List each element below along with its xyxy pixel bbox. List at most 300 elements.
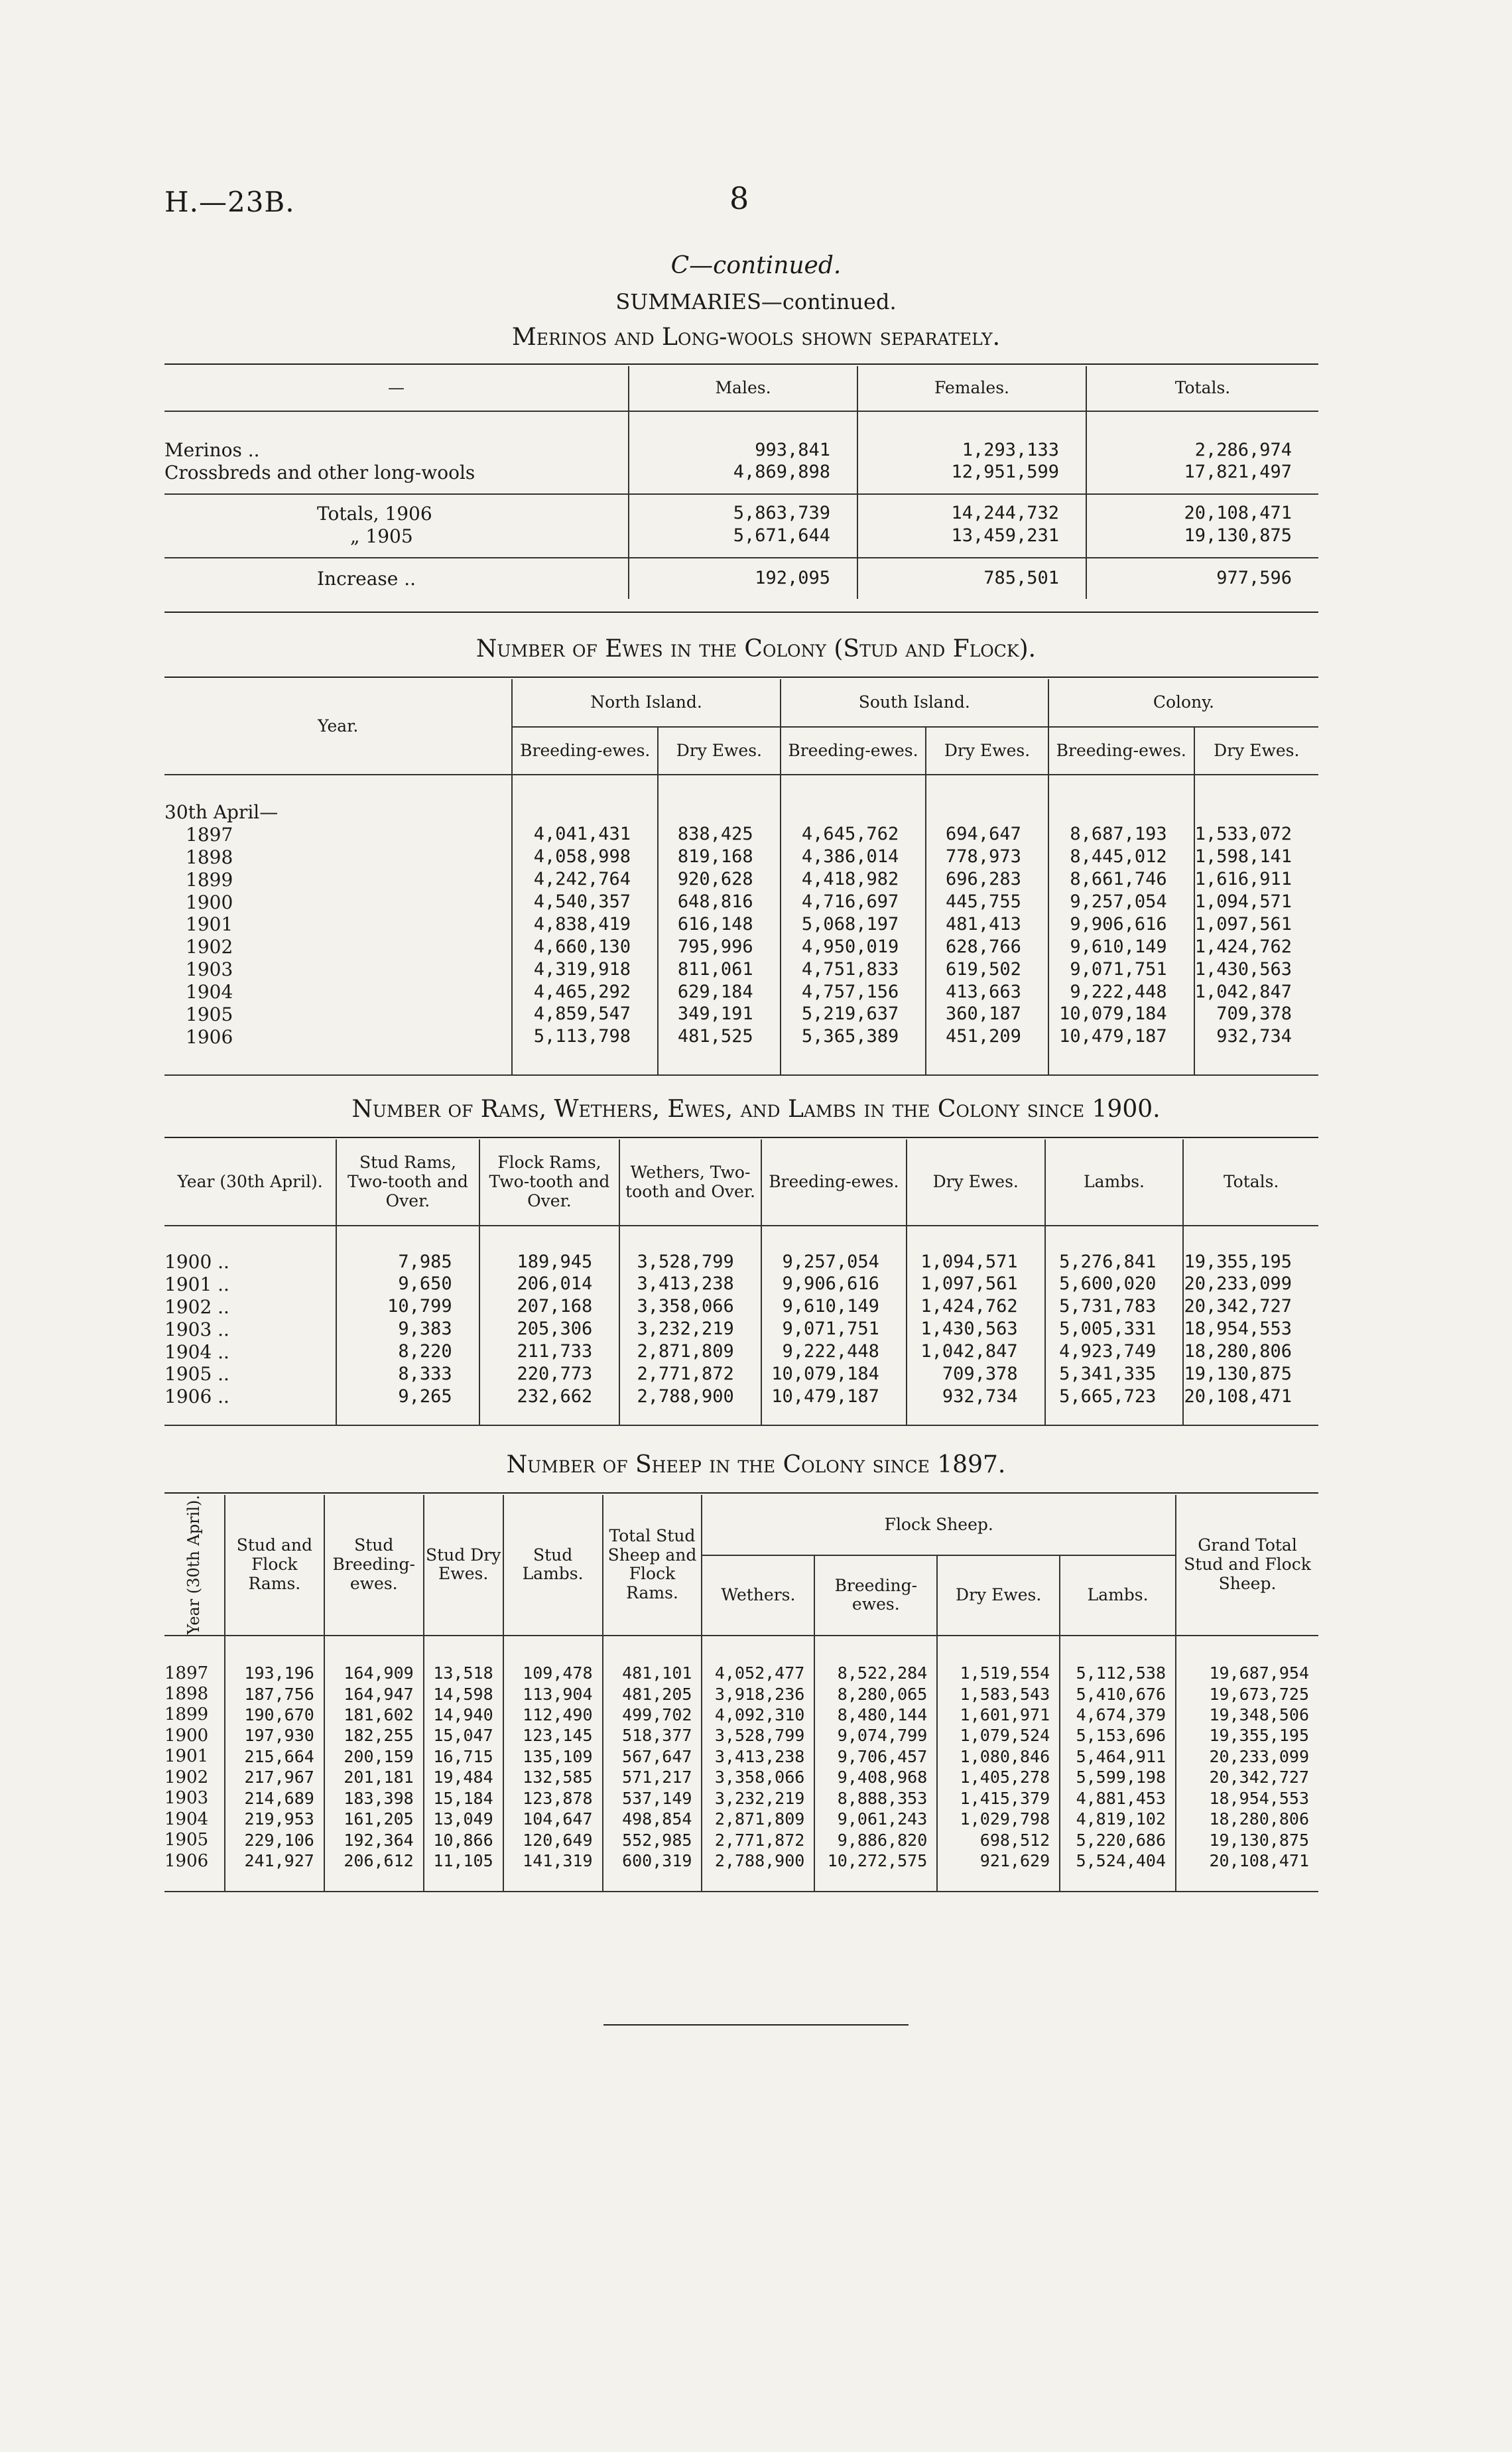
year-cell: 1906 (164, 1850, 209, 1871)
table-cell: 1,533,072 (1194, 824, 1318, 846)
table-cell: 552,985 (603, 1830, 702, 1850)
report-reference: H.—23B. (164, 186, 295, 218)
rams-header: Lambs. (1045, 1139, 1184, 1226)
ewes-rows (164, 824, 1318, 1049)
table-cell: 4,418,982 (781, 869, 926, 891)
table-cell: 229,106 (225, 1830, 324, 1850)
cell: 1,293,133 (857, 439, 1086, 462)
table-cell: 481,205 (603, 1684, 702, 1705)
table-cell: 9,222,448 (761, 1341, 907, 1364)
table-cell: 4,923,749 (1045, 1341, 1184, 1364)
table-cell: 4,660,130 (512, 936, 658, 958)
ewes-subheader: Dry Ewes. (1194, 727, 1318, 775)
table-cell: 9,383 (336, 1319, 479, 1341)
table-cell: 14,598 (424, 1684, 503, 1705)
year-cell: 1901 (164, 1746, 209, 1767)
table-cell: 9,610,149 (1048, 936, 1194, 958)
table-cell: 10,479,187 (761, 1386, 907, 1408)
table-cell: 189,945 (479, 1251, 620, 1273)
table-cell: 5,276,841 (1045, 1251, 1184, 1273)
table-row (164, 1830, 1318, 1850)
sheep-table-title: Number of Sheep in the Colony since 1897. (506, 1451, 1006, 1478)
table-cell: 205,306 (479, 1319, 620, 1341)
table-row (164, 1663, 1318, 1684)
table1-header-totals: Totals. (1086, 366, 1318, 411)
rams-header: Stud Rams, Two-tooth and Over. (336, 1139, 479, 1226)
table-cell: 113,904 (503, 1684, 603, 1705)
table-cell: 8,333 (336, 1363, 479, 1386)
table3-top-rule (164, 1137, 1318, 1138)
table-row (164, 525, 1318, 558)
table-cell: 9,222,448 (1048, 981, 1194, 1003)
table1-header-blank: — (388, 378, 405, 398)
rams-table-title: Number of Rams, Wethers, Ewes, and Lambs in the Colony since 1900. (351, 1096, 1161, 1123)
table-cell: 4,052,477 (702, 1663, 814, 1684)
year-cell: 1904 .. (164, 1340, 229, 1363)
table-cell: 15,184 (424, 1788, 503, 1809)
table-cell: 628,766 (926, 936, 1048, 958)
table-cell: 2,788,900 (619, 1386, 761, 1408)
table-cell: 4,674,379 (1060, 1705, 1176, 1725)
table-cell: 1,430,563 (907, 1319, 1045, 1341)
ewes-date-label: 30th April— (164, 801, 279, 823)
table-cell: 211,733 (479, 1341, 620, 1364)
table-cell: 4,465,292 (512, 981, 658, 1003)
table-row (164, 824, 1318, 846)
table-cell: 10,272,575 (814, 1851, 937, 1872)
table-cell: 14,940 (424, 1705, 503, 1725)
cell: 993,841 (629, 439, 857, 462)
table-cell: 19,130,875 (1176, 1830, 1318, 1850)
table-cell: 3,918,236 (702, 1684, 814, 1705)
table-cell: 4,819,102 (1060, 1809, 1176, 1830)
table-row (164, 1341, 1318, 1364)
table-cell: 819,168 (658, 846, 781, 869)
table-cell: 182,255 (324, 1726, 424, 1746)
table-cell: 932,734 (907, 1386, 1045, 1408)
row-label: „ 1905 (350, 525, 413, 547)
table-cell: 481,525 (658, 1026, 781, 1049)
table-cell: 20,108,471 (1183, 1386, 1318, 1408)
table-cell: 3,528,799 (702, 1726, 814, 1746)
table-cell: 164,947 (324, 1684, 424, 1705)
table-cell: 5,112,538 (1060, 1663, 1176, 1684)
page-number: 8 (729, 180, 749, 216)
sheep-header: Stud Dry Ewes. (424, 1495, 503, 1636)
table-row (164, 1788, 1318, 1809)
table-row (164, 1296, 1318, 1319)
table-cell: 451,209 (926, 1026, 1048, 1049)
table-row (164, 558, 1318, 600)
table-cell: 600,319 (603, 1851, 702, 1872)
table-cell: 4,386,014 (781, 846, 926, 869)
cell: 5,671,644 (629, 525, 857, 558)
table-cell: 648,816 (658, 891, 781, 914)
table-cell: 9,071,751 (1048, 958, 1194, 981)
sheep-rows (164, 1663, 1318, 1872)
table-cell: 8,280,065 (814, 1684, 937, 1705)
table-cell: 19,355,195 (1183, 1251, 1318, 1273)
table-cell: 3,413,238 (619, 1273, 761, 1296)
table-cell: 5,153,696 (1060, 1726, 1176, 1746)
table-row (164, 1809, 1318, 1830)
flock-subheader: Lambs. (1060, 1555, 1176, 1635)
table-cell: 18,954,553 (1176, 1788, 1318, 1809)
table-cell: 838,425 (658, 824, 781, 846)
cell: 5,863,739 (629, 494, 857, 525)
year-cell: 1900 (186, 891, 233, 913)
table-cell: 10,479,187 (1048, 1026, 1194, 1049)
table-cell: 214,689 (225, 1788, 324, 1809)
table-cell: 3,232,219 (702, 1788, 814, 1809)
sheep-header: Total Stud Sheep and Flock Rams. (603, 1495, 702, 1636)
table-cell: 1,583,543 (937, 1684, 1060, 1705)
table-cell: 123,145 (503, 1726, 603, 1746)
table-cell: 499,702 (603, 1705, 702, 1725)
table-row (164, 913, 1318, 936)
table-cell: 20,233,099 (1183, 1273, 1318, 1296)
table-cell: 18,954,553 (1183, 1319, 1318, 1341)
table-cell: 207,168 (479, 1296, 620, 1319)
sheep-flock-group: Flock Sheep. (702, 1495, 1176, 1555)
year-cell: 1897 (164, 1663, 209, 1683)
table-cell: 9,906,616 (761, 1273, 907, 1296)
table-cell: 5,341,335 (1045, 1363, 1184, 1386)
table-cell: 104,647 (503, 1809, 603, 1830)
year-cell: 1902 .. (164, 1295, 229, 1318)
table-cell: 932,734 (1194, 1026, 1318, 1049)
table-cell: 219,953 (225, 1809, 324, 1830)
table-cell: 629,184 (658, 981, 781, 1003)
flock-subheader: Breeding-ewes. (814, 1555, 937, 1635)
table-cell: 201,181 (324, 1768, 424, 1788)
rams-header: Wethers, Two-tooth and Over. (619, 1139, 761, 1226)
table1-top-rule (164, 363, 1318, 365)
table-cell: 4,859,547 (512, 1003, 658, 1026)
table-cell: 161,205 (324, 1809, 424, 1830)
table-cell: 616,148 (658, 913, 781, 936)
year-cell: 1905 (164, 1830, 209, 1850)
table-cell: 9,886,820 (814, 1830, 937, 1850)
table-cell: 4,716,697 (781, 891, 926, 914)
table-cell: 698,512 (937, 1830, 1060, 1850)
year-cell: 1900 (164, 1725, 209, 1746)
table-cell: 8,445,012 (1048, 846, 1194, 869)
cell: 785,501 (857, 558, 1086, 600)
ewes-subheader: Breeding-ewes. (781, 727, 926, 775)
table-cell: 4,881,453 (1060, 1788, 1176, 1809)
year-cell: 1900 .. (164, 1251, 229, 1273)
table-cell: 1,415,379 (937, 1788, 1060, 1809)
cell: 192,095 (629, 558, 857, 600)
section-continued: C—continued. (670, 252, 842, 279)
table-cell: 183,398 (324, 1788, 424, 1809)
table-cell: 20,342,727 (1183, 1296, 1318, 1319)
table-cell: 187,756 (225, 1684, 324, 1705)
table-cell: 3,232,219 (619, 1319, 761, 1341)
table-cell: 190,670 (225, 1705, 324, 1725)
table-cell: 1,424,762 (907, 1296, 1045, 1319)
table-row (164, 439, 1318, 462)
table-cell: 181,602 (324, 1705, 424, 1725)
table-cell: 13,518 (424, 1663, 503, 1684)
rams-header: Year (30th April). (177, 1172, 323, 1192)
cell: 17,821,497 (1086, 462, 1318, 494)
sheep-grand-header: Grand Total Stud and Flock Sheep. (1176, 1495, 1318, 1636)
table-cell: 481,101 (603, 1663, 702, 1684)
table-cell: 4,757,156 (781, 981, 926, 1003)
row-label: Increase .. (317, 567, 416, 590)
year-cell: 1906 .. (164, 1386, 229, 1408)
table-row (164, 1684, 1318, 1705)
year-cell: 1903 (186, 958, 233, 981)
year-cell: 1898 (164, 1683, 209, 1704)
table-row (164, 1251, 1318, 1273)
table-cell: 3,358,066 (619, 1296, 761, 1319)
table-cell: 5,113,798 (512, 1026, 658, 1049)
year-cell: 1904 (164, 1809, 209, 1829)
rams-header: Totals. (1183, 1139, 1318, 1226)
table-cell: 19,130,875 (1183, 1363, 1318, 1386)
table2-top-rule (164, 677, 1318, 678)
table-cell: 19,687,954 (1176, 1663, 1318, 1684)
table-cell: 7,985 (336, 1251, 479, 1273)
table-row (164, 1319, 1318, 1341)
flock-subheader: Wethers. (702, 1555, 814, 1635)
table-cell: 481,413 (926, 913, 1048, 936)
table-cell: 696,283 (926, 869, 1048, 891)
table-cell: 2,771,872 (619, 1363, 761, 1386)
year-cell: 1905 (186, 1003, 233, 1025)
row-label: Crossbreds and other long-wools (164, 461, 475, 484)
table-cell: 206,612 (324, 1851, 424, 1872)
ewes-group-colony: Colony. (1048, 679, 1318, 727)
table-cell: 5,220,686 (1060, 1830, 1176, 1850)
table-cell: 132,585 (503, 1768, 603, 1788)
closing-rule (603, 2024, 909, 2026)
table-cell: 3,528,799 (619, 1251, 761, 1273)
ewes-group-north: North Island. (512, 679, 780, 727)
table-row (164, 981, 1318, 1003)
table-cell: 15,047 (424, 1726, 503, 1746)
table-row (164, 1026, 1318, 1049)
table-row (164, 1726, 1318, 1746)
table-cell: 8,888,353 (814, 1788, 937, 1809)
ewes-subheader: Breeding-ewes. (512, 727, 658, 775)
table-row (164, 1768, 1318, 1788)
table-cell: 4,319,918 (512, 958, 658, 981)
table-cell: 4,950,019 (781, 936, 926, 958)
table-cell: 5,600,020 (1045, 1273, 1184, 1296)
sheep-header: Stud and Flock Rams. (225, 1495, 324, 1636)
table-cell: 694,647 (926, 824, 1048, 846)
table-cell: 9,257,054 (761, 1251, 907, 1273)
table-cell: 11,105 (424, 1851, 503, 1872)
table-row (164, 846, 1318, 869)
table-cell: 1,094,571 (1194, 891, 1318, 914)
flock-subheader: Dry Ewes. (937, 1555, 1060, 1635)
table-cell: 413,663 (926, 981, 1048, 1003)
table-row (164, 936, 1318, 958)
table-cell: 215,664 (225, 1746, 324, 1767)
year-cell: 1901 (186, 913, 233, 936)
rams-rows (164, 1251, 1318, 1408)
table-cell: 1,424,762 (1194, 936, 1318, 958)
table-cell: 241,927 (225, 1851, 324, 1872)
table-cell: 192,364 (324, 1830, 424, 1850)
table-cell: 5,524,404 (1060, 1851, 1176, 1872)
table-cell: 1,405,278 (937, 1768, 1060, 1788)
cell: 14,244,732 (857, 494, 1086, 525)
cell: 20,108,471 (1086, 494, 1318, 525)
table-cell: 1,079,524 (937, 1726, 1060, 1746)
table-cell: 920,628 (658, 869, 781, 891)
cell: 13,459,231 (857, 525, 1086, 558)
table-cell: 349,191 (658, 1003, 781, 1026)
table-cell: 141,319 (503, 1851, 603, 1872)
ewes-subheader: Dry Ewes. (926, 727, 1048, 775)
ewes-subheader: Breeding-ewes. (1048, 727, 1194, 775)
table-cell: 1,601,971 (937, 1705, 1060, 1725)
table-cell: 5,365,389 (781, 1026, 926, 1049)
table-cell: 197,930 (225, 1726, 324, 1746)
row-label: Totals, 1906 (317, 502, 432, 525)
table-cell: 9,706,457 (814, 1746, 937, 1767)
year-cell: 1903 .. (164, 1318, 229, 1340)
cell: 12,951,599 (857, 462, 1086, 494)
table-cell: 16,715 (424, 1746, 503, 1767)
table-cell: 5,410,676 (1060, 1684, 1176, 1705)
year-cell: 1904 (186, 981, 233, 1003)
year-cell: 1901 .. (164, 1273, 229, 1295)
table-row (164, 891, 1318, 914)
table-row (164, 958, 1318, 981)
rams-wethers-table (164, 1139, 1318, 1426)
row-label: Merinos .. (164, 439, 260, 461)
table-cell: 709,378 (907, 1363, 1045, 1386)
table4-top-rule (164, 1492, 1318, 1494)
sheep-table (164, 1495, 1318, 1892)
table-cell: 232,662 (479, 1386, 620, 1408)
table-cell: 2,871,809 (619, 1341, 761, 1364)
table-row (164, 1851, 1318, 1872)
year-cell: 1905 .. (164, 1363, 229, 1386)
ewes-subheader: Dry Ewes. (658, 727, 781, 775)
table-cell: 709,378 (1194, 1003, 1318, 1026)
table-cell: 5,599,198 (1060, 1768, 1176, 1788)
ewes-table-title: Number of Ewes in the Colony (Stud and Flock). (475, 635, 1037, 663)
table-cell: 2,871,809 (702, 1809, 814, 1830)
table-cell: 20,108,471 (1176, 1851, 1318, 1872)
table-cell: 445,755 (926, 891, 1048, 914)
summaries-heading: SUMMARIES—continued. (615, 289, 897, 314)
table-cell: 8,480,144 (814, 1705, 937, 1725)
rams-header: Flock Rams, Two-tooth and Over. (479, 1139, 620, 1226)
table-cell: 8,220 (336, 1341, 479, 1364)
table-cell: 193,196 (225, 1663, 324, 1684)
table-cell: 4,645,762 (781, 824, 926, 846)
table-row (164, 1273, 1318, 1296)
table-cell: 164,909 (324, 1663, 424, 1684)
ewes-header-year: Year. (164, 679, 512, 775)
table-cell: 537,149 (603, 1788, 702, 1809)
table-cell: 795,996 (658, 936, 781, 958)
table-cell: 778,973 (926, 846, 1048, 869)
table-cell: 8,687,193 (1048, 824, 1194, 846)
ewes-group-south: South Island. (781, 679, 1048, 727)
year-cell: 1903 (164, 1788, 209, 1809)
table-cell: 5,464,911 (1060, 1746, 1176, 1767)
table-cell: 10,799 (336, 1296, 479, 1319)
table-cell: 10,866 (424, 1830, 503, 1850)
year-cell: 1898 (186, 846, 233, 868)
table-cell: 19,355,195 (1176, 1726, 1318, 1746)
merinos-subtitle: Merinos and Long-wools shown separately. (511, 324, 1001, 351)
cell: 977,596 (1086, 558, 1318, 600)
table-cell: 135,109 (503, 1746, 603, 1767)
table-cell: 217,967 (225, 1768, 324, 1788)
table-cell: 4,092,310 (702, 1705, 814, 1725)
cell: 2,286,974 (1086, 439, 1318, 462)
cell: 4,869,898 (629, 462, 857, 494)
cell: 19,130,875 (1086, 525, 1318, 558)
sheep-header: Stud Breeding-ewes. (324, 1495, 424, 1636)
table-cell: 360,187 (926, 1003, 1048, 1026)
table-cell: 19,348,506 (1176, 1705, 1318, 1725)
table-cell: 5,068,197 (781, 913, 926, 936)
table-cell: 13,049 (424, 1809, 503, 1830)
table-cell: 1,094,571 (907, 1251, 1045, 1273)
table-cell: 571,217 (603, 1768, 702, 1788)
year-cell: 1897 (186, 823, 233, 846)
table-cell: 200,159 (324, 1746, 424, 1767)
table-cell: 9,265 (336, 1386, 479, 1408)
table-cell: 9,074,799 (814, 1726, 937, 1746)
table-cell: 9,650 (336, 1273, 479, 1296)
table-cell: 8,522,284 (814, 1663, 937, 1684)
table1-header-females: Females. (857, 366, 1086, 411)
table-cell: 921,629 (937, 1851, 1060, 1872)
table-cell: 8,661,746 (1048, 869, 1194, 891)
table-row (164, 494, 1318, 525)
table-cell: 19,673,725 (1176, 1684, 1318, 1705)
table-cell: 120,649 (503, 1830, 603, 1850)
table-cell: 1,519,554 (937, 1663, 1060, 1684)
table-cell: 123,878 (503, 1788, 603, 1809)
table-cell: 619,502 (926, 958, 1048, 981)
table-row (164, 869, 1318, 891)
table-cell: 567,647 (603, 1746, 702, 1767)
ewes-table (164, 679, 1318, 1076)
table-cell: 1,029,798 (937, 1809, 1060, 1830)
table-cell: 1,080,846 (937, 1746, 1060, 1767)
table-cell: 18,280,806 (1176, 1809, 1318, 1830)
table-cell: 9,906,616 (1048, 913, 1194, 936)
table-cell: 4,058,998 (512, 846, 658, 869)
table-cell: 10,079,184 (1048, 1003, 1194, 1026)
table-row (164, 1705, 1318, 1725)
table-cell: 1,598,141 (1194, 846, 1318, 869)
table-cell: 9,257,054 (1048, 891, 1194, 914)
rams-header: Dry Ewes. (907, 1139, 1045, 1226)
table-row (164, 1746, 1318, 1767)
table-cell: 3,358,066 (702, 1768, 814, 1788)
rams-header: Breeding-ewes. (761, 1139, 907, 1226)
year-cell: 1906 (186, 1025, 233, 1048)
table-cell: 18,280,806 (1183, 1341, 1318, 1364)
table-cell: 4,041,431 (512, 824, 658, 846)
table-cell: 9,071,751 (761, 1319, 907, 1341)
